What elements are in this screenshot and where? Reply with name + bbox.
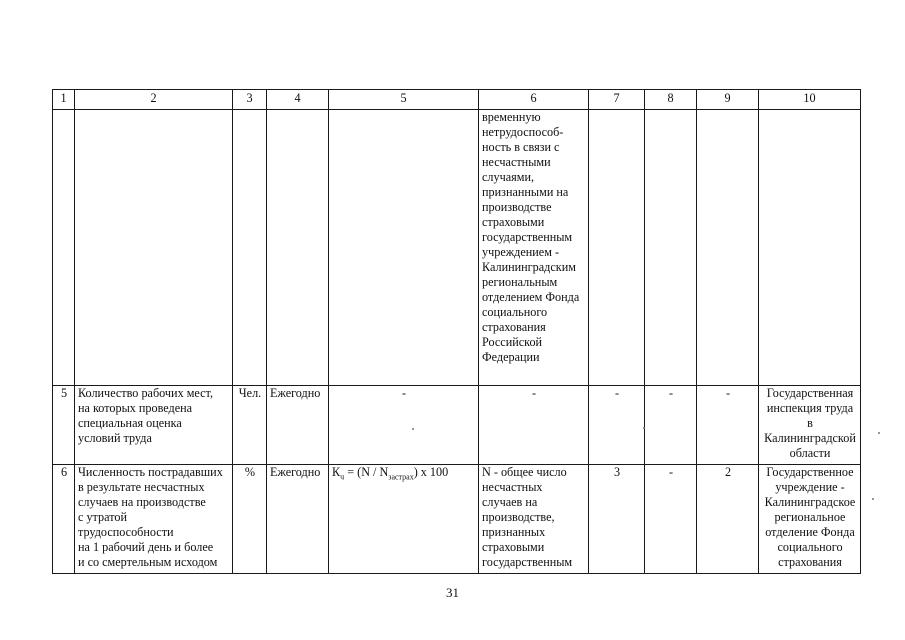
cell-number: 6 bbox=[53, 465, 75, 574]
indicator-table bbox=[52, 89, 861, 574]
cell-indicator-description: - bbox=[479, 386, 589, 465]
cell-indicator-name bbox=[75, 110, 233, 386]
cell-responsible bbox=[759, 110, 861, 386]
table-row bbox=[53, 465, 861, 574]
cell-indicator-description: временную нетрудоспособ- ность в связи с несчастными случаями, признанными на производстве страховыми государственным учреждением - Калининградским региональным отделением Фонда социального страхования Российской Федерации bbox=[479, 110, 589, 386]
cell-col8 bbox=[645, 110, 697, 386]
cell-periodicity: Ежегодно bbox=[267, 386, 329, 465]
cell-unit: Чел. bbox=[233, 386, 267, 465]
cell-responsible: Государственное учреждение - Калининградское региональное отделение Фонда социального страхования bbox=[759, 465, 861, 574]
cell-unit bbox=[233, 110, 267, 386]
cell-col7 bbox=[589, 110, 645, 386]
cell-col8: - bbox=[645, 386, 697, 465]
cell-indicator-name: Численность пострадавших в результате несчастных случаев на производстве с утратой трудоспособности на 1 рабочий день и более и со смертельным исходом bbox=[75, 465, 233, 574]
scan-speck bbox=[872, 498, 874, 500]
cell-col9: 2 bbox=[697, 465, 759, 574]
cell-periodicity: Ежегодно bbox=[267, 465, 329, 574]
column-header-3: 3 bbox=[233, 90, 267, 110]
column-header-4: 4 bbox=[267, 90, 329, 110]
scan-speck bbox=[412, 428, 414, 430]
table-header-row bbox=[53, 90, 861, 110]
column-header-7: 7 bbox=[589, 90, 645, 110]
cell-col7: 3 bbox=[589, 465, 645, 574]
column-header-10: 10 bbox=[759, 90, 861, 110]
table-row bbox=[53, 110, 861, 386]
cell-col8: - bbox=[645, 465, 697, 574]
cell-number bbox=[53, 110, 75, 386]
cell-method: - bbox=[329, 386, 479, 465]
cell-number: 5 bbox=[53, 386, 75, 465]
scan-speck bbox=[878, 432, 880, 434]
table-row bbox=[53, 386, 861, 465]
formula-k-subscript: ч bbox=[340, 472, 345, 482]
formula-suffix: ) х 100 bbox=[413, 465, 449, 479]
column-header-2: 2 bbox=[75, 90, 233, 110]
cell-indicator-name: Количество рабочих мест, на которых проведена специальная оценка условий труда bbox=[75, 386, 233, 465]
cell-col7: - bbox=[589, 386, 645, 465]
scan-speck bbox=[643, 427, 645, 429]
column-header-9: 9 bbox=[697, 90, 759, 110]
column-header-5: 5 bbox=[329, 90, 479, 110]
cell-responsible: Государственная инспекция труда в Калининградской области bbox=[759, 386, 861, 465]
formula-middle: = (N / N bbox=[344, 465, 389, 479]
formula-n-subscript: застрах bbox=[388, 472, 414, 482]
cell-unit: % bbox=[233, 465, 267, 574]
cell-periodicity bbox=[267, 110, 329, 386]
column-header-6: 6 bbox=[479, 90, 589, 110]
formula-k: К bbox=[332, 465, 341, 479]
cell-col9: - bbox=[697, 386, 759, 465]
cell-method bbox=[329, 110, 479, 386]
cell-indicator-description: N - общее число несчастных случаев на производстве, признанных страховыми государственным bbox=[479, 465, 589, 574]
cell-col9 bbox=[697, 110, 759, 386]
cell-formula bbox=[329, 465, 479, 574]
column-header-8: 8 bbox=[645, 90, 697, 110]
page-number: 31 bbox=[446, 585, 459, 600]
column-header-1: 1 bbox=[53, 90, 75, 110]
